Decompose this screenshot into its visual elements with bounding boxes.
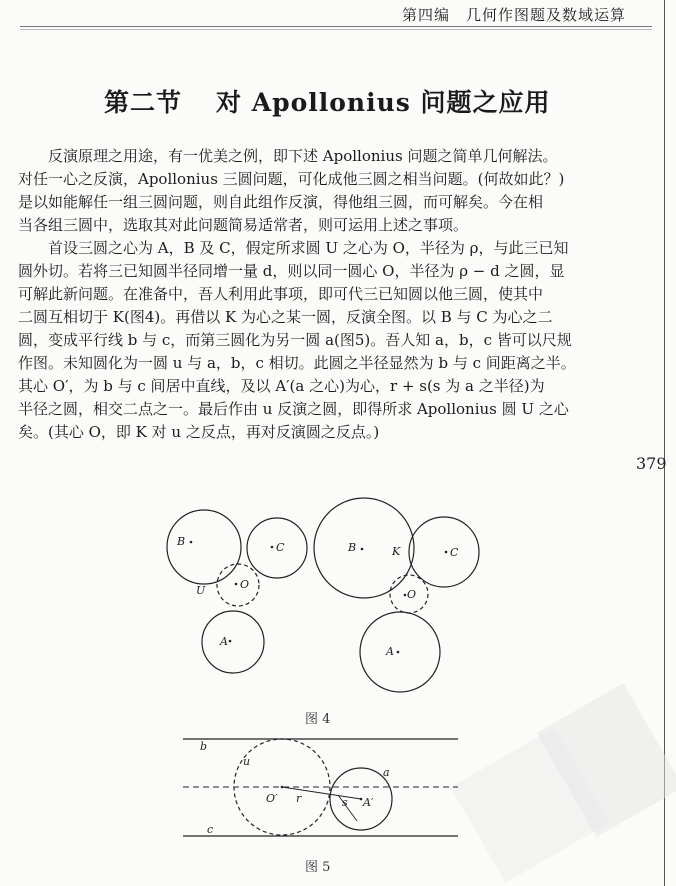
section-number: 第二节 bbox=[104, 88, 183, 117]
label-O-left: O bbox=[240, 578, 250, 591]
label-B-left: B bbox=[177, 535, 186, 548]
figure-4-caption: 图 4 bbox=[305, 712, 331, 727]
label-a: a bbox=[383, 766, 390, 779]
paragraph-line: 首设三圆之心为 A，B 及 C，假定所求圆 U 之心为 O，半径为 ρ，与此三已知 bbox=[48, 239, 569, 257]
label-s: s bbox=[342, 796, 348, 809]
label-C-left: C bbox=[276, 541, 285, 554]
section-heading: 对 Apollonius 问题之应用 bbox=[216, 88, 551, 117]
paragraph-line: 圆外切。若将三已知圆半径同增一量 d，则以同一圆心 O，半径为 ρ − d 之圆，显 bbox=[18, 262, 565, 280]
paragraph-line: 对任一心之反演，Apollonius 三圆问题，可化成他三圆之相当问题。(何故如此？) bbox=[18, 170, 565, 188]
label-u: u bbox=[243, 755, 251, 768]
page-number: 379 bbox=[636, 454, 667, 473]
label-O-prime: O′ bbox=[266, 792, 278, 805]
label-A-right: A bbox=[386, 645, 394, 658]
label-A-prime: A′ bbox=[363, 796, 374, 809]
paragraph-line: 可解此新问题。在准备中，吾人利用此事项，即可代三已知圆以他三圆，使其中 bbox=[18, 285, 544, 303]
label-K-right: K bbox=[392, 545, 401, 558]
label-A-left: A bbox=[220, 635, 228, 648]
paragraph-line: 反演原理之用途，有一优美之例，即下述 Apollonius 问题之简单几何解法。 bbox=[48, 147, 558, 165]
paragraph-line: 是以如能解任一组三圆问题，则自此组作反演，得他组三圆，而可解矣。今在相 bbox=[18, 193, 544, 211]
figure-5-caption: 图 5 bbox=[305, 860, 331, 875]
label-b: b bbox=[200, 740, 208, 753]
paragraph-line: 二圆互相切于 K(图4)。再借以 K 为心之某一圆，反演全图。以 B 与 C 为心之二 bbox=[18, 308, 553, 326]
paragraph-line: 当各组三圆中，选取其对此问题简易适常者，则可运用上述之事项。 bbox=[18, 216, 469, 234]
label-U-left: U bbox=[196, 584, 206, 597]
label-r: r bbox=[296, 792, 302, 805]
label-O-right: O bbox=[407, 588, 417, 601]
paragraph-line: 作图。未知圆化为一圆 u 与 a，b，c 相切。此圆之半径显然为 b 与 c 间距离之半。 bbox=[18, 354, 576, 372]
segment-r-s bbox=[282, 787, 361, 799]
label-c: c bbox=[207, 823, 214, 836]
paragraph-line: 圆，变成平行线 b 与 c，而第三圆化为另一圆 a(图5)。吾人知 a，b，c 皆可以尺规 bbox=[18, 331, 572, 349]
running-header: 第四编 几何作图题及数域运算 bbox=[402, 6, 627, 24]
label-C-right: C bbox=[450, 546, 459, 559]
paragraph-line: 矣。(其心 O，即 K 对 u 之反点，再对反演圆之反点。) bbox=[18, 423, 380, 441]
paragraph-line: 其心 O′，为 b 与 c 间居中直线，及以 A′(a 之心)为心，r + s(s 为 a 之半径)为 bbox=[18, 377, 545, 395]
label-B-right: B bbox=[348, 541, 357, 554]
paragraph-line: 半径之圆，相交二点之一。最后作由 u 反演之圆，即得所求 Apollonius 圆 U 之心 bbox=[18, 400, 569, 418]
